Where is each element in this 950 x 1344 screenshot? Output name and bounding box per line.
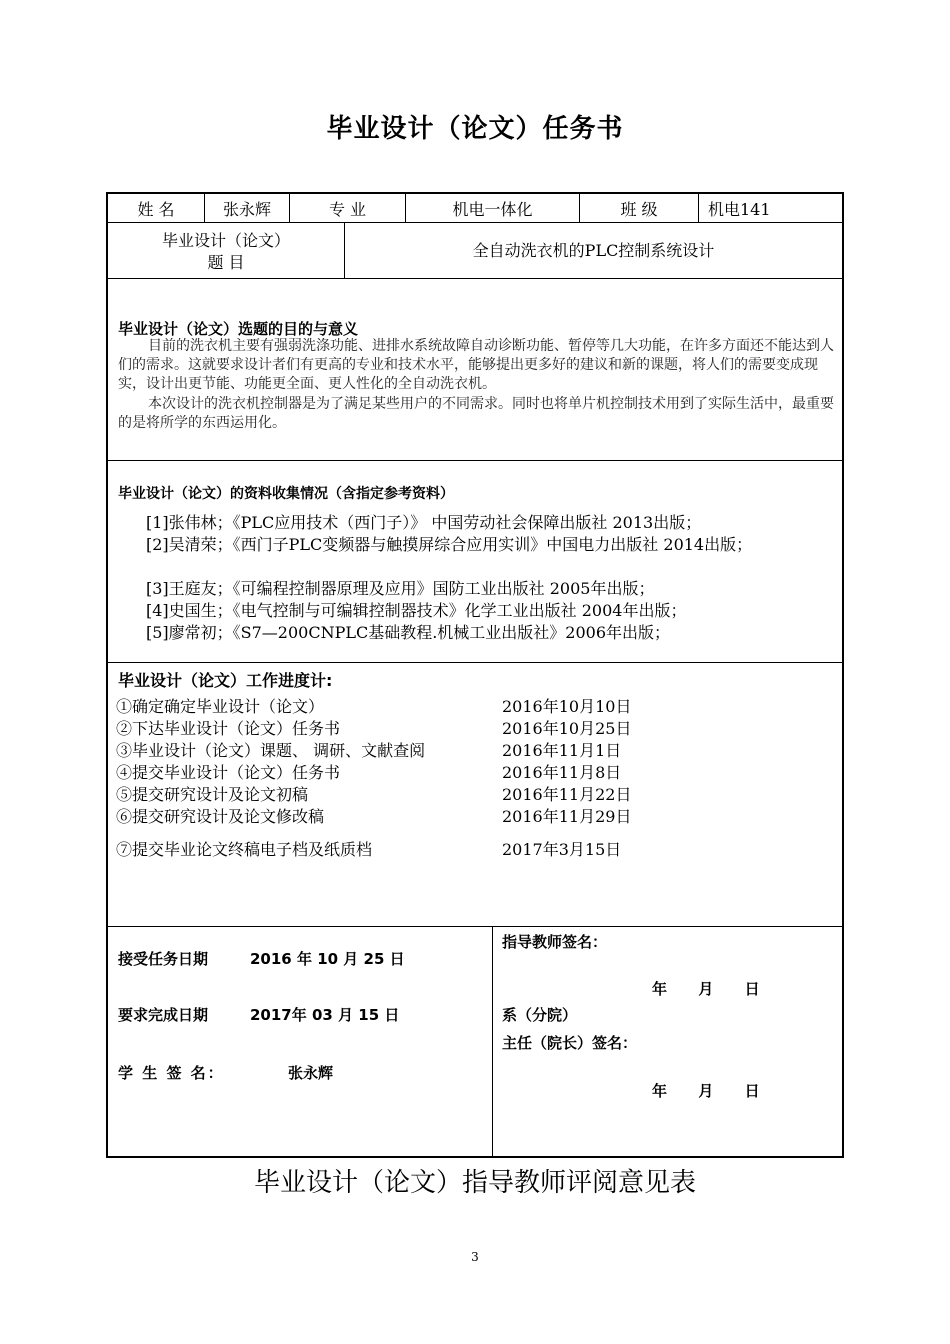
row-divider [108, 222, 842, 223]
schedule-date: 2016年11月1日 [502, 741, 622, 760]
purpose-heading: 毕业设计（论文）选题的目的与意义 [118, 320, 359, 338]
schedule-task: ③毕业设计（论文）课题、 调研、文献查阅 [116, 741, 426, 760]
reference-item: [3]王庭友；《可编程控制器原理及应用》国防工业出版社 2005年出版； [146, 579, 655, 598]
schedule-task: ②下达毕业设计（论文）任务书 [116, 719, 341, 738]
schedule-heading: 毕业设计（论文）工作进度计: [118, 671, 333, 690]
row-divider [108, 926, 842, 927]
major-label: 专 业 [328, 200, 367, 219]
topic-label-line1: 毕业设计（论文） [161, 231, 290, 250]
purpose-paragraph: 目前的洗衣机主要有强弱洗涤功能、进排水系统故障自动诊断功能、暂停等几大功能，在许多方面还不能达到人们的需求。这就要求设计者们有更高的专业和技术水平，能够提出更多好的建议和新的课题，将人们的需要变成现实，设计出更节能、功能更全面、更人性化的全自动洗衣机。 [118, 338, 834, 392]
schedule-task: ⑦提交毕业论文终稿电子档及纸质档 [116, 840, 373, 859]
schedule-task: ④提交毕业设计（论文）任务书 [116, 763, 341, 782]
advisor-signature-label: 指导教师签名： [502, 933, 608, 951]
schedule-task: ⑤提交研究设计及论文初稿 [116, 785, 309, 804]
task-form-table [106, 192, 844, 1158]
purpose-paragraph: 本次设计的洗衣机控制器是为了满足某些用户的不同需求。同时也将单片机控制技术用到了实际生活中，最重要的是将所学的东西运用化。 [118, 396, 834, 431]
row-divider [108, 278, 842, 279]
advisor-date-blank: 年 月 日 [652, 980, 760, 998]
schedule-date: 2016年11月22日 [502, 785, 632, 804]
due-date-value: 2017年 03 月 15 日 [250, 1006, 400, 1024]
director-date-blank: 年 月 日 [652, 1082, 760, 1100]
reference-item: [2]吴清荣；《西门子PLC变频器与触摸屏综合应用实训》中国电力出版社 2014出版； [146, 535, 753, 554]
schedule-date: 2016年11月29日 [502, 807, 632, 826]
reference-item: [1]张伟林；《PLC应用技术（西门子）》 中国劳动社会保障出版社 2013出版； [146, 513, 702, 532]
schedule-date: 2017年3月15日 [502, 840, 622, 859]
accept-date-label: 接受任务日期 [118, 950, 209, 968]
topic-label-line2: 题 目 [207, 253, 245, 272]
document-title: 毕业设计（论文）任务书 [326, 114, 624, 144]
divider [698, 194, 699, 222]
schedule-date: 2016年10月25日 [502, 719, 632, 738]
name-value: 张永辉 [222, 200, 271, 219]
next-section-title: 毕业设计（论文）指导教师评阅意见表 [253, 1168, 696, 1198]
schedule-task: ①确定确定毕业设计（论文） [116, 697, 325, 716]
name-label: 姓 名 [137, 200, 175, 219]
class-value: 机电141 [708, 200, 771, 219]
accept-date-value: 2016 年 10 月 25 日 [250, 950, 405, 968]
topic-value: 全自动洗衣机的PLC控制系统设计 [472, 241, 715, 260]
due-date-label: 要求完成日期 [118, 1006, 209, 1024]
schedule-date: 2016年11月8日 [502, 763, 622, 782]
schedule-date: 2016年10月10日 [502, 697, 632, 716]
student-signature-value: 张永辉 [288, 1064, 334, 1082]
row-divider [108, 662, 842, 663]
schedule-task: ⑥提交研究设计及论文修改稿 [116, 807, 325, 826]
divider [492, 926, 493, 1158]
director-signature-label: 主任（院长）签名： [502, 1034, 638, 1052]
reference-item: [4]史国生；《电气控制与可编辑控制器技术》化学工业出版社 2004年出版； [146, 601, 687, 620]
student-signature-label: 学 生 签 名： [118, 1064, 225, 1082]
class-label: 班 级 [620, 200, 658, 219]
department-label: 系（分院） [502, 1006, 578, 1024]
references-heading: 毕业设计（论文）的资料收集情况（含指定参考资料） [118, 486, 454, 502]
row-divider [108, 460, 842, 461]
reference-item: [5]廖常初；《S7—200CNPLC基础教程.机械工业出版社》2006年出版； [146, 623, 671, 642]
page-number: 3 [471, 1250, 479, 1264]
major-value: 机电一体化 [452, 200, 533, 219]
